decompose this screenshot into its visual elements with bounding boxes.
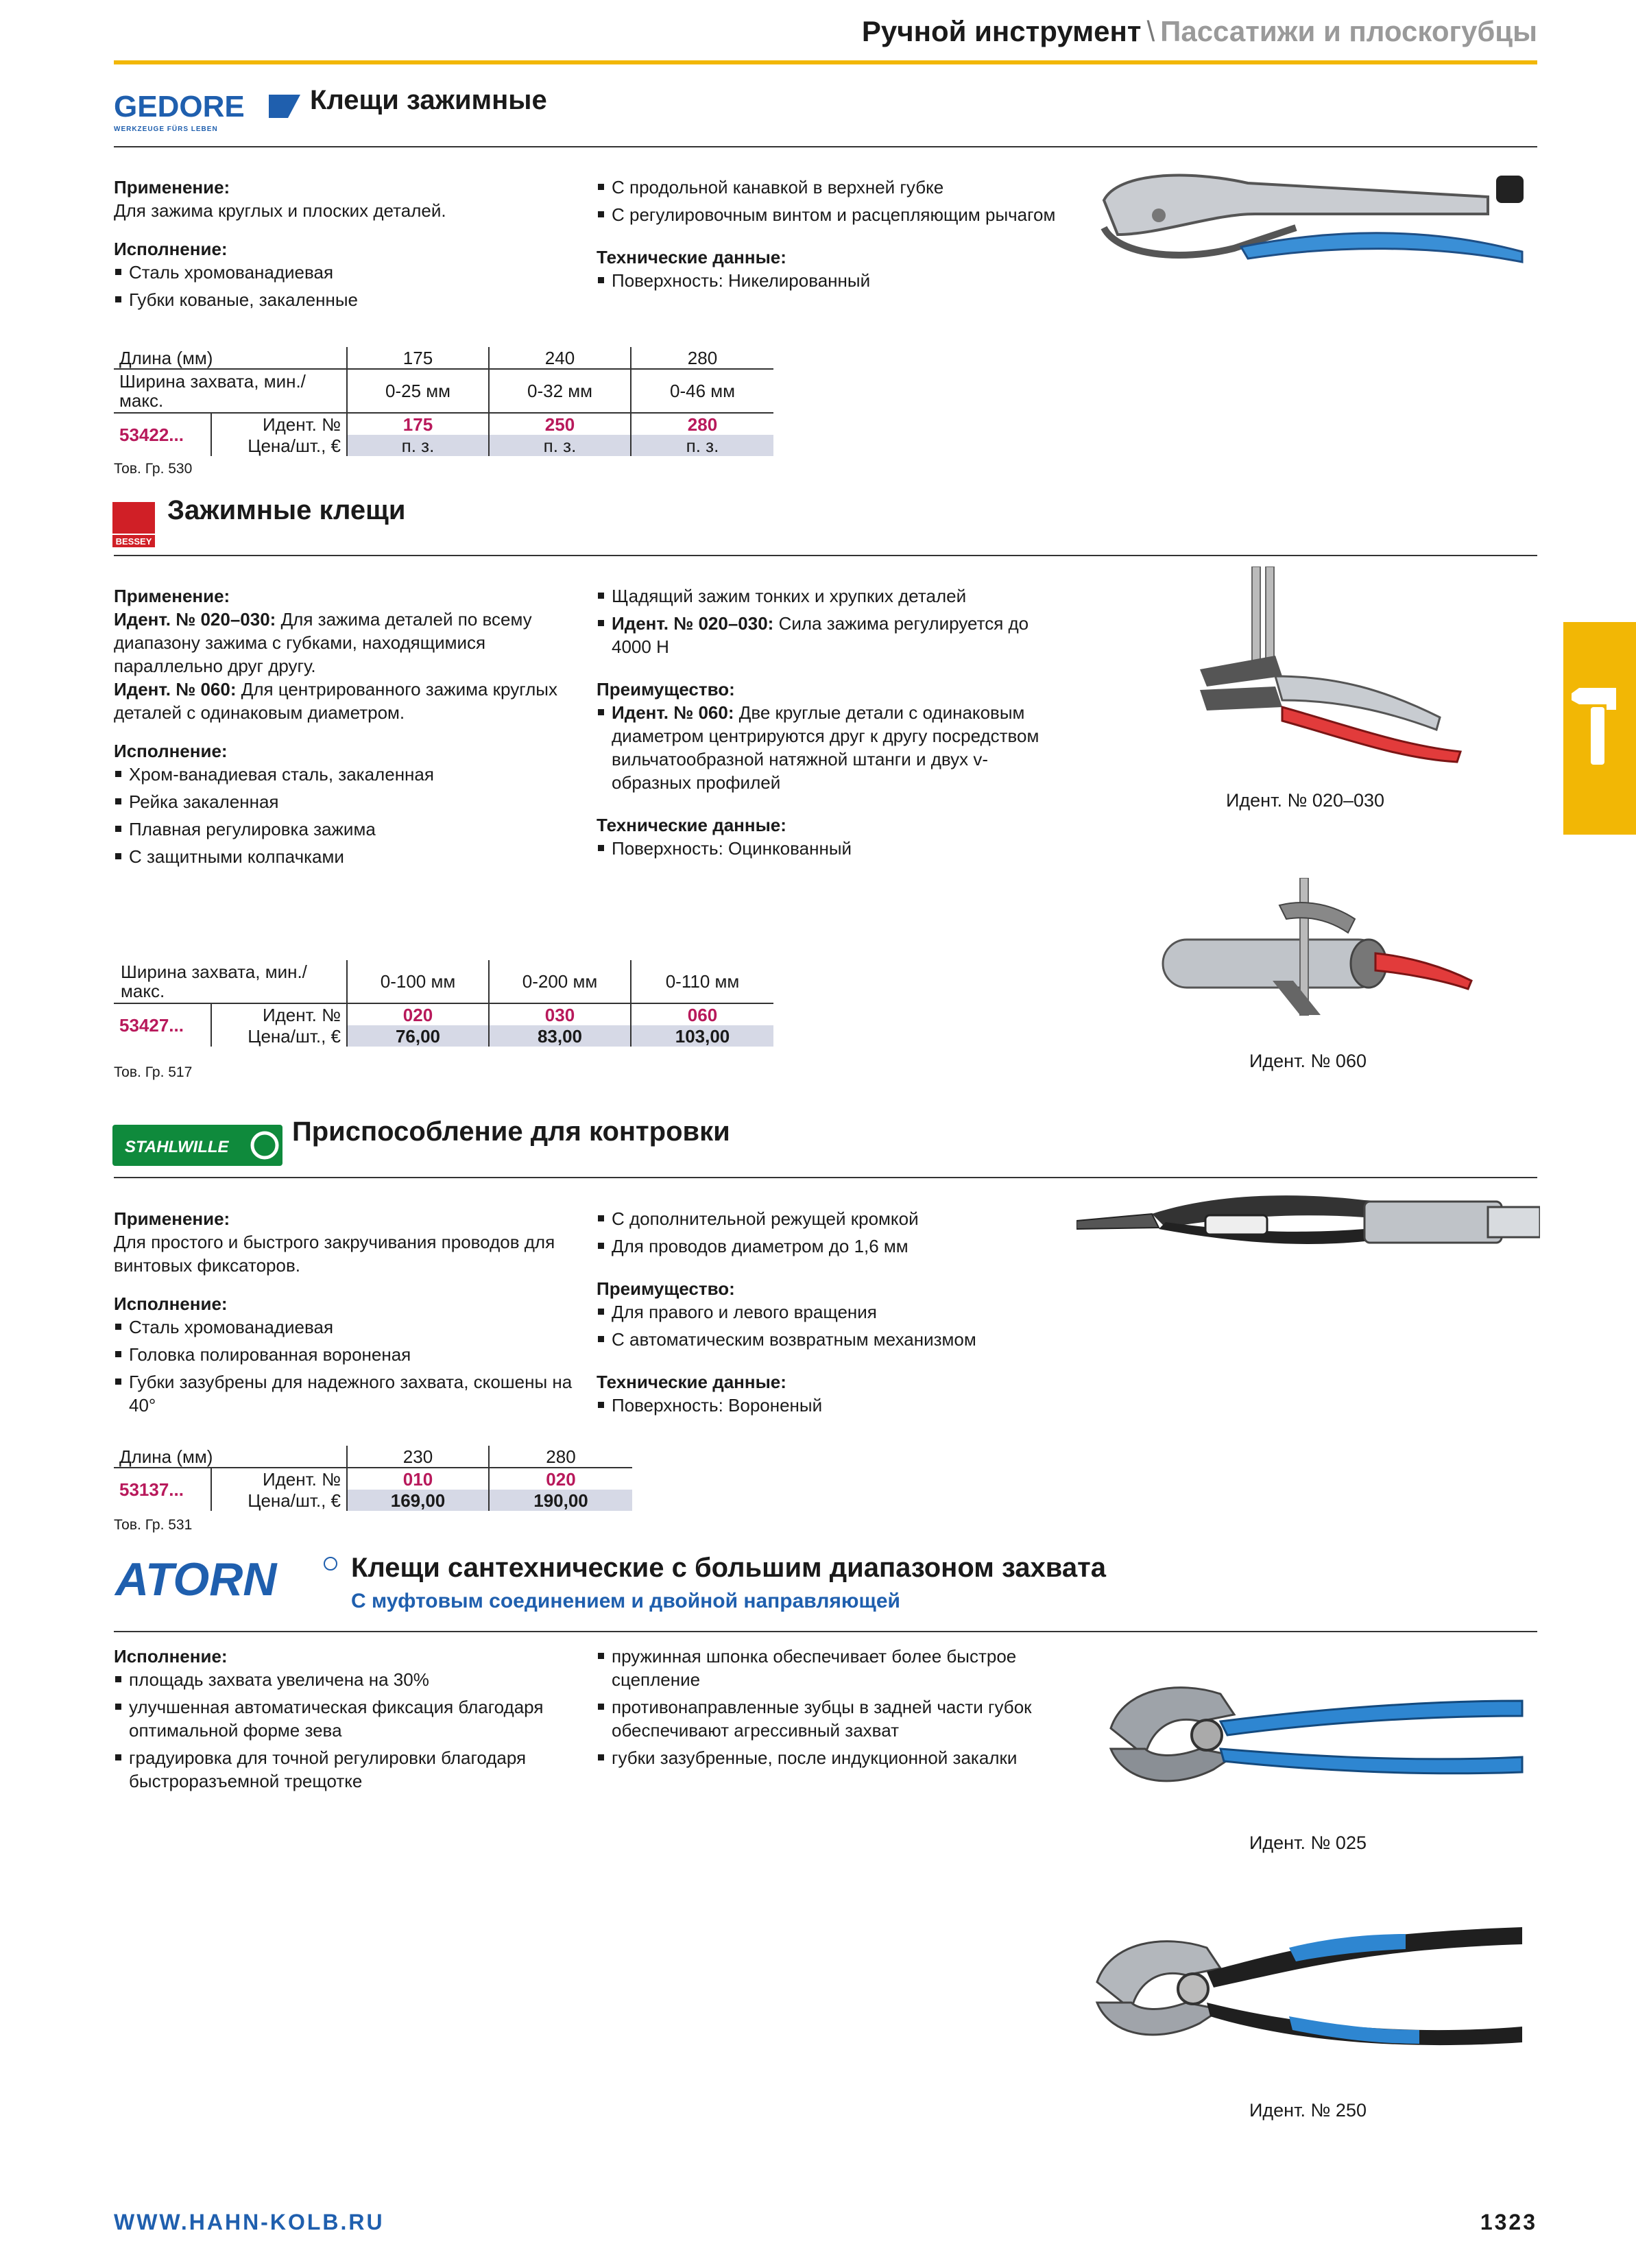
price-value: 83,00	[489, 1025, 631, 1047]
grip-width-label: Ширина захвата, мин./макс.	[114, 369, 347, 413]
heading-design: Исполнение:	[114, 1646, 228, 1667]
list-item: С дополнительной режущей кромкой	[597, 1207, 1063, 1230]
product-title: Клещи сантехнические с большим диапазоном захвата	[351, 1553, 1106, 1583]
gedore-description-col1	[114, 176, 580, 315]
list-item-text: Сила зажима регулируется до 4000 Н	[612, 613, 1029, 657]
header-section: Ручной инструмент	[861, 15, 1142, 47]
header-accent-line	[114, 60, 1537, 64]
length-value: 240	[489, 347, 631, 369]
clamp-pliers-020-image	[1179, 566, 1467, 772]
product-title: Зажимные клещи	[167, 495, 406, 525]
list-item: С регулировочным винтом и расцепляющим рычагом	[597, 203, 1063, 226]
gedore-tagline: WERKZEUGE FÜRS LEBEN	[114, 126, 218, 133]
article-number[interactable]: 53427...	[119, 1015, 184, 1036]
stahlwille-spec-table	[114, 1446, 632, 1511]
length-value: 280	[489, 1446, 632, 1468]
section-rule	[114, 146, 1537, 147]
price-value: 103,00	[631, 1025, 773, 1047]
page-number: 1323	[1480, 2210, 1537, 2234]
id-label: Идент. №	[211, 1003, 347, 1025]
list-item: С продольной канавкой в верхней губке	[597, 176, 1063, 199]
list-item: площадь захвата увеличена на 30%	[114, 1668, 580, 1691]
list-item: Щадящий зажим тонких и хрупких деталей	[597, 584, 1063, 608]
application-text: Для зажима деталей по всему диапазону зажима с губками, находящимися параллельно друг другу.	[114, 609, 532, 676]
price-value: 190,00	[489, 1490, 632, 1511]
price-value: п. з.	[631, 435, 773, 456]
product-title: Клещи зажимные	[310, 85, 547, 115]
side-tab[interactable]	[1563, 622, 1636, 835]
list-item: противонаправленные зубцы в задней части губок обеспечивают агрессивный захват	[597, 1695, 1063, 1742]
footer-url[interactable]: WWW.HAHN-KOLB.RU	[114, 2210, 385, 2234]
price-value: п. з.	[489, 435, 631, 456]
product-title: Приспособление для контровки	[292, 1117, 730, 1147]
id-value[interactable]: 020	[347, 1003, 489, 1025]
price-value: 169,00	[347, 1490, 489, 1511]
grip-width-value: 0-200 мм	[489, 960, 631, 1003]
grip-width-value: 0-32 мм	[489, 369, 631, 413]
heading-application: Применение:	[114, 177, 230, 198]
application-text: Для простого и быстрого закручивания проводов для винтовых фиксаторов.	[114, 1232, 555, 1276]
water-pump-pliers-025-image	[1097, 1673, 1529, 1797]
gedore-logo-mark	[114, 91, 300, 125]
id-value[interactable]: 250	[489, 413, 631, 435]
atorn-logo-text: ATORN	[115, 1554, 277, 1602]
application-text: Для зажима круглых и плоских деталей.	[114, 200, 446, 221]
image-caption: Идент. № 250	[1249, 2100, 1367, 2121]
price-label: Цена/шт., €	[211, 435, 347, 456]
list-item: Плавная регулировка зажима	[114, 817, 580, 841]
gedore-description-col2	[597, 176, 1063, 296]
list-item: Для проводов диаметром до 1,6 мм	[597, 1234, 1063, 1258]
bessey-logo	[112, 502, 155, 547]
bessey-description-col2	[597, 584, 1063, 864]
heading-design: Исполнение:	[114, 239, 228, 259]
section-rule	[114, 1631, 1537, 1632]
id-value[interactable]: 020	[489, 1468, 632, 1490]
list-item	[597, 701, 1063, 794]
id-range-label: Идент. № 020–030:	[114, 609, 276, 630]
product-group: Тов. Гр. 531	[114, 1517, 193, 1533]
bessey-description-col1	[114, 584, 580, 872]
heading-application: Применение:	[114, 586, 230, 606]
heading-design: Исполнение:	[114, 741, 228, 761]
heading-advantage: Преимущество:	[597, 679, 735, 700]
length-label: Длина (мм)	[114, 347, 347, 369]
page-header	[862, 15, 1537, 48]
length-value: 230	[347, 1446, 489, 1468]
section-rule	[114, 1177, 1537, 1178]
id-label: Идент. №	[211, 1468, 347, 1490]
stahlwille-logo	[112, 1125, 282, 1166]
grip-width-label: Ширина захвата, мин./макс.	[114, 960, 347, 1003]
image-caption: Идент. № 020–030	[1226, 790, 1385, 811]
list-item: Сталь хромованадиевая	[114, 1315, 580, 1339]
list-item: Для правого и левого вращения	[597, 1300, 1063, 1324]
water-pump-pliers-250-image	[1083, 1907, 1529, 2051]
article-number[interactable]: 53422...	[119, 425, 184, 445]
id-value[interactable]: 010	[347, 1468, 489, 1490]
stahlwille-description-col2	[597, 1207, 1063, 1421]
header-subsection: Пассатижи и плоскогубцы	[1160, 15, 1537, 47]
atorn-logo	[112, 1554, 339, 1602]
list-item: С защитными колпачками	[114, 845, 580, 868]
atorn-description-col1	[114, 1645, 580, 1797]
list-item: Поверхность: Вороненый	[597, 1394, 1063, 1417]
length-value: 175	[347, 347, 489, 369]
atorn-description-col2	[597, 1645, 1063, 1774]
bessey-logo-text: BESSEY	[115, 536, 152, 547]
product-group: Тов. Гр. 517	[114, 1064, 193, 1080]
grip-width-value: 0-110 мм	[631, 960, 773, 1003]
price-value: п. з.	[347, 435, 489, 456]
id-label: Идент. № 060:	[612, 702, 734, 723]
list-item: Сталь хромованадиевая	[114, 261, 580, 284]
id-value[interactable]: 175	[347, 413, 489, 435]
list-item: Рейка закаленная	[114, 790, 580, 813]
id-label: Идент. №	[211, 413, 347, 435]
heading-design: Исполнение:	[114, 1293, 228, 1314]
gedore-spec-table	[114, 347, 773, 456]
heading-application: Применение:	[114, 1208, 230, 1229]
article-number[interactable]: 53137...	[119, 1479, 184, 1500]
image-caption: Идент. № 025	[1249, 1833, 1367, 1853]
stahlwille-logo-text: STAHLWILLE	[125, 1138, 229, 1156]
heading-tech-data: Технические данные:	[597, 815, 786, 835]
heading-tech-data: Технические данные:	[597, 247, 786, 267]
price-value: 76,00	[347, 1025, 489, 1047]
heading-tech-data: Технические данные:	[597, 1372, 786, 1392]
length-value: 280	[631, 347, 773, 369]
bessey-spec-table	[114, 960, 773, 1047]
gedore-logo-text: GEDORE	[114, 91, 245, 123]
list-item: губки зазубренные, после индукционной закалки	[597, 1746, 1063, 1769]
list-item: Поверхность: Никелированный	[597, 269, 1063, 292]
list-item: Хром-ванадиевая сталь, закаленная	[114, 763, 580, 786]
id-range-label: Идент. № 020–030:	[612, 613, 774, 634]
grip-width-value: 0-46 мм	[631, 369, 773, 413]
gedore-logo	[114, 91, 300, 133]
list-item-text: Две круглые детали с одинаковым диаметром центрируются друг к другу посредством вильчатообразной натяжной штанги и двух v-образных профилей	[612, 702, 1039, 793]
section-rule	[114, 555, 1537, 556]
price-label: Цена/шт., €	[211, 1025, 347, 1047]
list-item: Поверхность: Оцинкованный	[597, 837, 1063, 860]
length-label: Длина (мм)	[114, 1446, 347, 1468]
image-caption: Идент. № 060	[1249, 1051, 1367, 1071]
locking-pliers-image	[1076, 159, 1540, 274]
hammer-icon	[1563, 622, 1636, 835]
list-item: Губки кованые, закаленные	[114, 288, 580, 311]
id-value[interactable]: 060	[631, 1003, 773, 1025]
grip-width-value: 0-25 мм	[347, 369, 489, 413]
stahlwille-description-col1	[114, 1207, 580, 1421]
clamp-pliers-060-image	[1156, 878, 1478, 1042]
heading-advantage: Преимущество:	[597, 1278, 735, 1299]
application-text: Для центрированного зажима круглых деталей с одинаковым диаметром.	[114, 679, 557, 723]
id-value[interactable]: 030	[489, 1003, 631, 1025]
list-item: пружинная шпонка обеспечивает более быстрое сцепление	[597, 1645, 1063, 1691]
price-label: Цена/шт., €	[211, 1490, 347, 1511]
list-item: улучшенная автоматическая фиксация благодаря оптимальной форме зева	[114, 1695, 580, 1742]
product-group: Тов. Гр. 530	[114, 461, 193, 477]
wire-twister-image	[1076, 1186, 1540, 1262]
list-item: Головка полированная вороненая	[114, 1343, 580, 1366]
list-item: С автоматическим возвратным механизмом	[597, 1328, 1063, 1351]
list-item: Губки зазубрены для надежного захвата, скошены на 40°	[114, 1370, 580, 1417]
product-subtitle: С муфтовым соединением и двойной направляющей	[351, 1590, 900, 1612]
grip-width-value: 0-100 мм	[347, 960, 489, 1003]
list-item: градуировка для точной регулировки благодаря быстроразъемной трещотке	[114, 1746, 580, 1793]
list-item	[597, 612, 1063, 658]
header-separator: \	[1146, 15, 1155, 47]
id-value[interactable]: 280	[631, 413, 773, 435]
id-label: Идент. № 060:	[114, 679, 237, 700]
